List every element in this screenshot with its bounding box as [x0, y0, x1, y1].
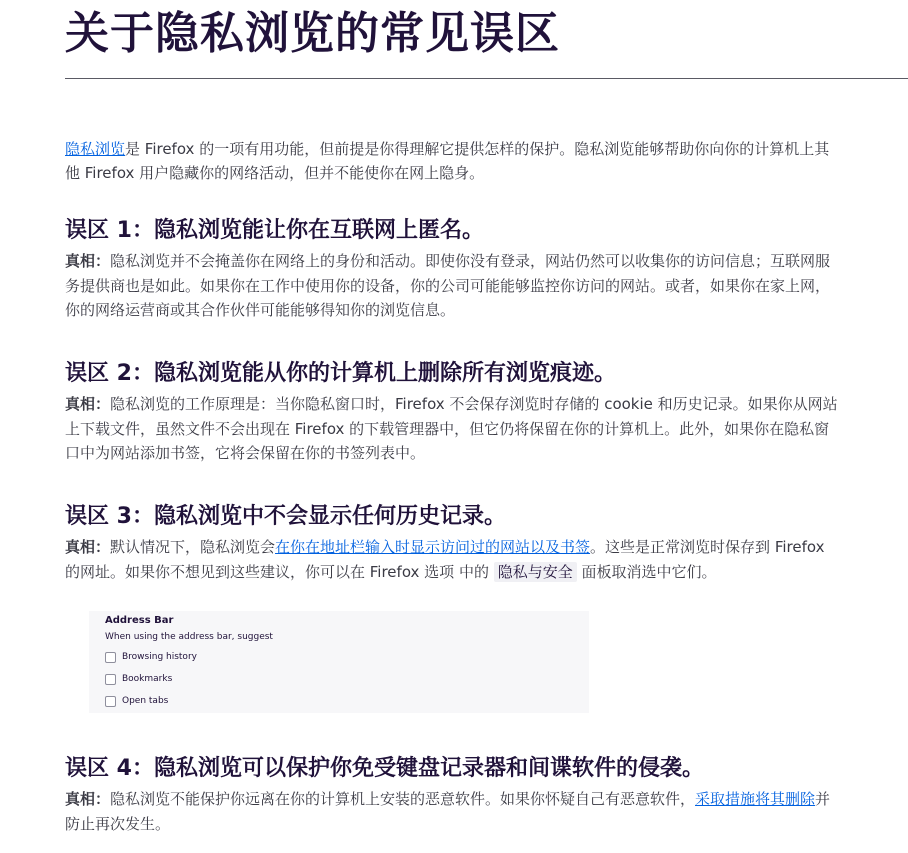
address-bar-suggestions-link[interactable]: 在你在地址栏输入时显示访问过的网站以及书签 — [275, 538, 591, 556]
myth-section-4 — [65, 754, 840, 836]
truth-label: 真相： — [65, 395, 111, 413]
myth-heading-2: 误区 2：隐私浏览能从你的计算机上删除所有浏览痕迹。 — [65, 361, 616, 386]
intro-text: 是 Firefox 的一项有用功能，但前提是你得理解它提供怎样的保护。隐私浏览能够帮助你向你的计算机上其他 Firefox 用户隐藏你的网络活动，但并不能使你在网上隐身。 — [65, 140, 830, 182]
myth-text-4b: 并防止再次发生。 — [65, 790, 831, 833]
myth-body-3 — [65, 535, 840, 584]
myth-text-3a: 默认情况下，隐私浏览会 — [110, 538, 276, 556]
address-bar-title: Address Bar — [105, 615, 174, 626]
title-divider — [65, 78, 908, 79]
myth-text-4a: 隐私浏览不能保护你远离在你的计算机上安装的恶意软件。如果你怀疑自己有恶意软件， — [110, 790, 696, 808]
myth-heading-3: 误区 3：隐私浏览中不会显示任何历史记录。 — [65, 504, 506, 529]
checkbox — [105, 652, 116, 663]
option-open-tabs — [105, 694, 168, 708]
intro-paragraph — [65, 137, 840, 185]
address-bar-settings-image — [89, 611, 589, 713]
truth-label: 真相： — [65, 538, 111, 556]
myth-heading-1: 误区 1：隐私浏览能让你在互联网上匿名。 — [65, 218, 484, 243]
option-label: Open tabs — [122, 696, 169, 706]
myth-text-1: 隐私浏览并不会掩盖你在网络上的身份和活动。即使你没有登录，网站仍然可以收集你的访问信息；互联网服务提供商也是如此。如果你在工作中使用你的设备，你的公司可能能够监控你访问的网站。或者，如果你在家上网，你的网络运营商或其合作伙伴可能能够得知你的浏览信息。 — [65, 252, 831, 319]
myth-text-3b: 。这些是正常浏览时保存到 Firefox 的网址。如果你不想见到这些建议，你可以在 Firefox 选项 中的 — [65, 538, 825, 581]
myth-section-1 — [65, 216, 840, 323]
option-label: Bookmarks — [122, 674, 173, 684]
checkbox — [105, 674, 116, 685]
checkbox — [105, 696, 116, 707]
myth-text-2: 隐私浏览的工作原理是：当你隐私窗口时，Firefox 不会保存浏览时存储的 cookie 和历史记录。如果你从网站上下载文件，虽然文件不会出现在 Firefox 的下载管理器中，但它仍将保留在你的计算机上。此外，如果你在隐私窗口中为网站添加书签，它将会保留在你的书签列表中。 — [65, 395, 838, 462]
myth-body-4 — [65, 787, 840, 836]
remove-malware-link[interactable]: 采取措施将其删除 — [695, 790, 816, 808]
private-browsing-link[interactable]: 隐私浏览 — [65, 140, 126, 158]
myth-heading-4: 误区 4：隐私浏览可以保护你免受键盘记录器和间谍软件的侵袭。 — [65, 756, 704, 781]
option-label: Browsing history — [122, 652, 197, 662]
myth-body-1 — [65, 249, 840, 323]
page-title: 关于隐私浏览的常见误区 — [65, 8, 560, 59]
myth-section-3 — [65, 502, 840, 584]
address-bar-subtitle: When using the address bar, suggest — [105, 632, 273, 642]
article-header — [65, 0, 845, 64]
myth-section-2 — [65, 359, 840, 466]
myth-text-3c: 面板取消选中它们。 — [581, 562, 717, 581]
option-browsing-history — [105, 650, 197, 664]
truth-label: 真相： — [65, 252, 111, 270]
privacy-security-panel-ref: 隐私与安全 — [494, 562, 577, 582]
myth-body-2 — [65, 392, 840, 466]
option-bookmarks — [105, 672, 172, 686]
truth-label: 真相： — [65, 790, 111, 808]
